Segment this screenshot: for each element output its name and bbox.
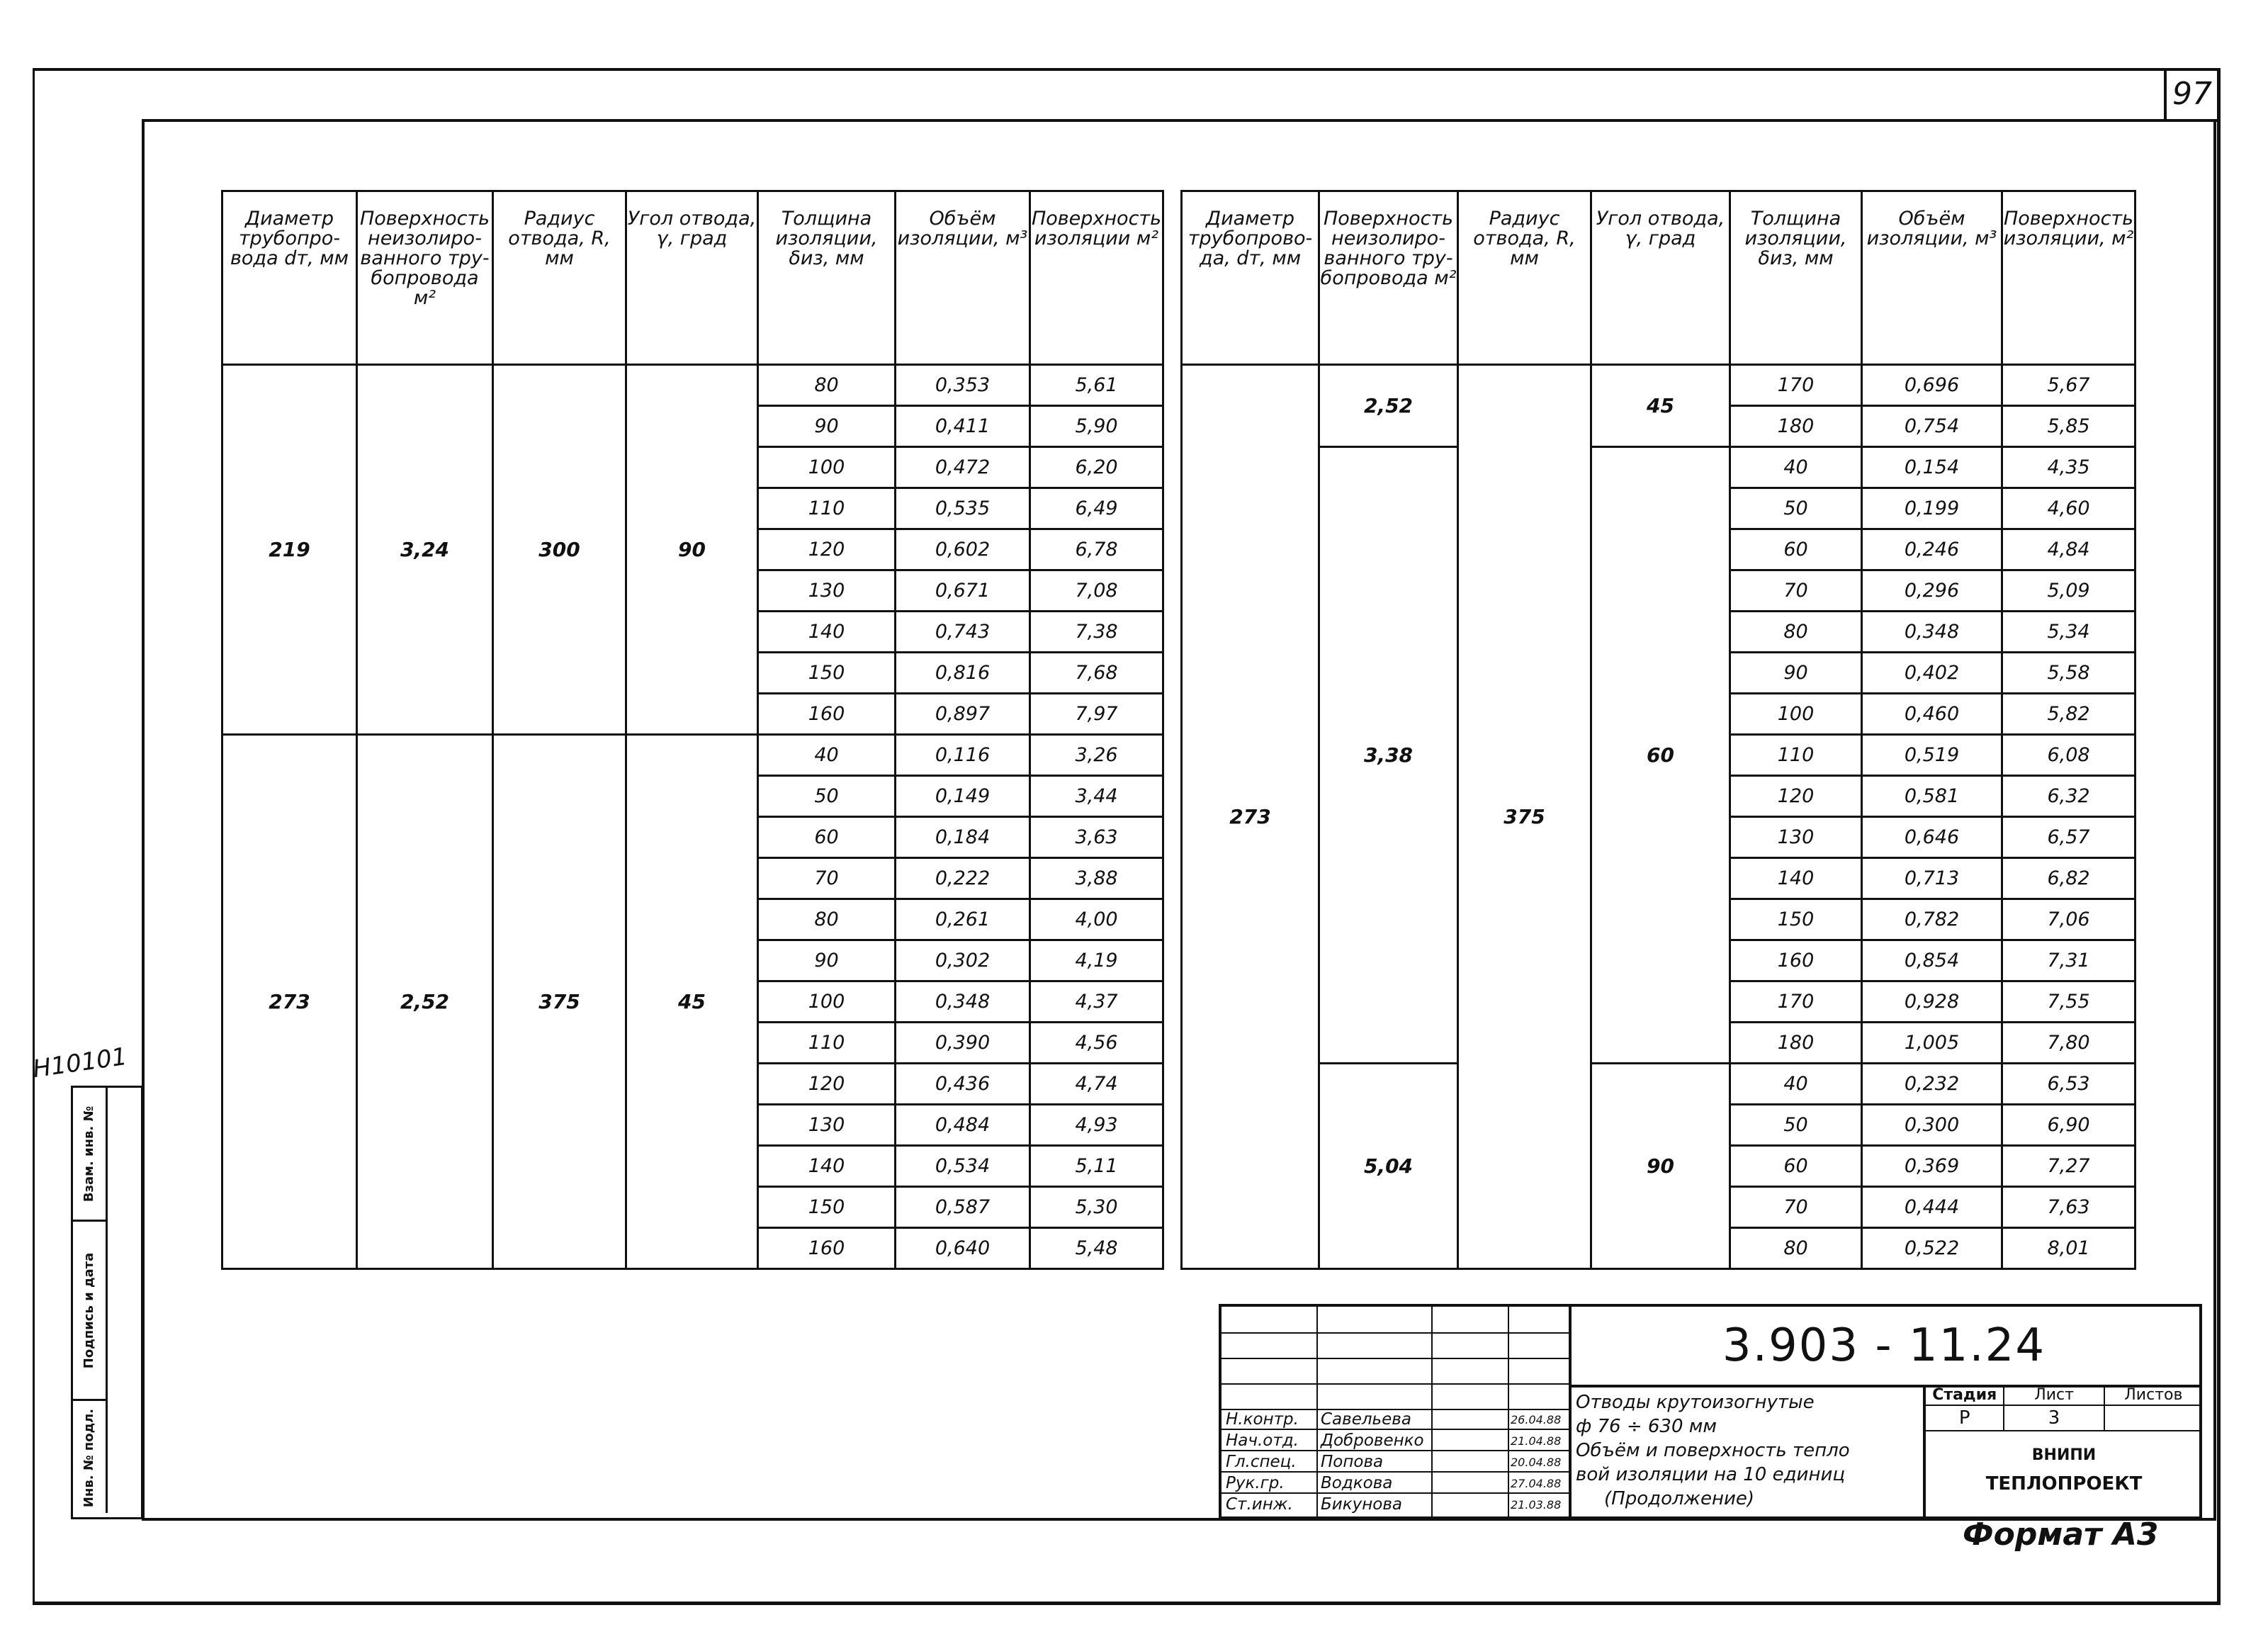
- cell-thickness: 60: [758, 817, 896, 858]
- cell-surface-insulated: 5,09: [2002, 570, 2136, 612]
- cell-thickness: 40: [1730, 1064, 1862, 1105]
- cell-thickness: 50: [1730, 488, 1862, 529]
- cell-surface-insulated: 3,88: [1030, 858, 1163, 899]
- stage-header: Стадия: [1926, 1385, 2004, 1405]
- signer-date: 27.04.88: [1511, 1477, 1562, 1490]
- cell-volume: 0,854: [1862, 940, 2002, 981]
- cell-thickness: 60: [1730, 1146, 1862, 1187]
- signer-name: Добровенко: [1321, 1431, 1424, 1450]
- cell-volume: 0,782: [1862, 899, 2002, 940]
- cell-surface-insulated: 4,19: [1030, 940, 1163, 981]
- signer-name: Бикунова: [1321, 1495, 1402, 1514]
- signer-date: 21.03.88: [1511, 1498, 1562, 1512]
- header-surface-insulated: Поверхность изоляции м²: [1030, 191, 1163, 365]
- cell-surface-insulated: 4,37: [1030, 981, 1163, 1023]
- title-line: Объём и поверхность тепло: [1576, 1440, 1850, 1461]
- right-table: [1180, 190, 2136, 1270]
- cell-thickness: 160: [1730, 940, 1862, 981]
- cell-surface-insulated: 6,53: [2002, 1064, 2136, 1105]
- signer-row: [1222, 1451, 1569, 1473]
- signer-row: [1222, 1473, 1569, 1494]
- cell-volume: 0,535: [896, 488, 1030, 529]
- cell-surface-insulated: 6,78: [1030, 529, 1163, 570]
- header-angle: Угол отвода, γ, град: [626, 191, 758, 365]
- cell-surface: 3,24: [357, 365, 493, 735]
- side-label-signature: Подпись и дата: [81, 1252, 97, 1368]
- signer-row: [1222, 1430, 1569, 1451]
- table-row: [1182, 365, 2136, 406]
- cell-surface-insulated: 4,56: [1030, 1023, 1163, 1064]
- cell-thickness: 70: [1730, 570, 1862, 612]
- cell-thickness: 170: [1730, 365, 1862, 406]
- cell-thickness: 80: [758, 899, 896, 940]
- cell-angle: 45: [1591, 365, 1730, 447]
- cell-volume: 0,246: [1862, 529, 2002, 570]
- cell-thickness: 110: [758, 488, 896, 529]
- org-line: ВНИПИ: [2031, 1446, 2097, 1464]
- cell-surface-insulated: 6,32: [2002, 776, 2136, 817]
- stage-value-row: [1926, 1406, 2202, 1431]
- cell-volume: 0,713: [1862, 858, 2002, 899]
- side-cell-inventory: [73, 1401, 106, 1515]
- cell-volume: 0,261: [896, 899, 1030, 940]
- cell-surface-insulated: 5,61: [1030, 365, 1163, 406]
- cell-volume: 0,302: [896, 940, 1030, 981]
- header-volume: Объём изоляции, м³: [1862, 191, 2002, 365]
- stage-value: Р: [1926, 1406, 2004, 1430]
- cell-volume: 0,300: [1862, 1105, 2002, 1146]
- side-strip: [71, 1086, 143, 1519]
- cell-volume: 0,522: [1862, 1228, 2002, 1269]
- cell-thickness: 120: [758, 1064, 896, 1105]
- cell-thickness: 100: [758, 447, 896, 488]
- cell-volume: 0,199: [1862, 488, 2002, 529]
- stage-header-row: [1926, 1385, 2202, 1406]
- cell-surface-insulated: 7,63: [2002, 1187, 2136, 1228]
- title-block: [1219, 1304, 2202, 1519]
- cell-surface-insulated: 4,35: [2002, 447, 2136, 488]
- side-cell-replaced: [73, 1088, 106, 1222]
- cell-surface-insulated: 7,27: [2002, 1146, 2136, 1187]
- cell-surface-insulated: 4,93: [1030, 1105, 1163, 1146]
- cell-radius: 300: [493, 365, 626, 735]
- cell-surface-insulated: 7,06: [2002, 899, 2136, 940]
- signers-grid: [1222, 1307, 1572, 1516]
- page-number: 97: [2164, 68, 2218, 122]
- cell-thickness: 50: [1730, 1105, 1862, 1146]
- cell-volume: 0,743: [896, 612, 1030, 653]
- cell-thickness: 80: [1730, 612, 1862, 653]
- cell-thickness: 180: [1730, 406, 1862, 447]
- cell-diameter: 273: [1182, 365, 1319, 1269]
- title-line: (Продолжение): [1604, 1488, 1755, 1509]
- signer-date: 20.04.88: [1511, 1456, 1562, 1469]
- cell-volume: 0,154: [1862, 447, 2002, 488]
- cell-surface: 5,04: [1319, 1064, 1458, 1269]
- cell-thickness: 40: [1730, 447, 1862, 488]
- signer-date: 26.04.88: [1511, 1413, 1562, 1426]
- cell-volume: 0,348: [896, 981, 1030, 1023]
- cell-volume: 0,348: [1862, 612, 2002, 653]
- cell-surface-insulated: 4,74: [1030, 1064, 1163, 1105]
- cell-surface-insulated: 5,30: [1030, 1187, 1163, 1228]
- title-line: ф 76 ÷ 630 мм: [1576, 1416, 1717, 1437]
- cell-thickness: 120: [1730, 776, 1862, 817]
- left-table: [221, 190, 1164, 1270]
- cell-volume: 0,928: [1862, 981, 2002, 1023]
- table-row: [1182, 447, 2136, 488]
- signer-role: Н.контр.: [1226, 1410, 1299, 1429]
- cell-volume: 0,116: [896, 735, 1030, 776]
- title-line: Отводы крутоизогнутые: [1576, 1392, 1815, 1413]
- cell-surface-insulated: 6,57: [2002, 817, 2136, 858]
- cell-volume: 0,519: [1862, 735, 2002, 776]
- cell-surface: 3,38: [1319, 447, 1458, 1064]
- cell-thickness: 140: [758, 612, 896, 653]
- cell-volume: 0,460: [1862, 694, 2002, 735]
- cell-surface-insulated: 5,67: [2002, 365, 2136, 406]
- cell-surface: 2,52: [357, 735, 493, 1269]
- cell-volume: 0,353: [896, 365, 1030, 406]
- signer-name: Савельева: [1321, 1410, 1411, 1429]
- signer-role: Нач.отд.: [1226, 1431, 1299, 1450]
- cell-surface-insulated: 7,68: [1030, 653, 1163, 694]
- cell-surface-insulated: 6,82: [2002, 858, 2136, 899]
- cell-volume: 0,390: [896, 1023, 1030, 1064]
- cell-surface-insulated: 5,82: [2002, 694, 2136, 735]
- cell-thickness: 80: [758, 365, 896, 406]
- cell-surface-insulated: 5,90: [1030, 406, 1163, 447]
- signer-role: Рук.гр.: [1226, 1474, 1285, 1492]
- cell-angle: 90: [1591, 1064, 1730, 1269]
- cell-surface-insulated: 6,90: [2002, 1105, 2136, 1146]
- sheets-value: [2105, 1406, 2202, 1430]
- cell-thickness: 170: [1730, 981, 1862, 1023]
- title-line: вой изоляции на 10 единиц: [1576, 1464, 1846, 1485]
- cell-surface-insulated: 4,60: [2002, 488, 2136, 529]
- cell-surface-insulated: 7,38: [1030, 612, 1163, 653]
- signer-row: [1222, 1494, 1569, 1515]
- cell-thickness: 90: [1730, 653, 1862, 694]
- cell-volume: 0,671: [896, 570, 1030, 612]
- cell-surface-insulated: 7,80: [2002, 1023, 2136, 1064]
- cell-surface-insulated: 3,26: [1030, 735, 1163, 776]
- cell-surface-insulated: 5,85: [2002, 406, 2136, 447]
- cell-thickness: 70: [1730, 1187, 1862, 1228]
- side-label-inventory: Инв. № подл.: [81, 1408, 97, 1508]
- cell-volume: 0,222: [896, 858, 1030, 899]
- cell-surface-insulated: 7,55: [2002, 981, 2136, 1023]
- cell-thickness: 150: [758, 653, 896, 694]
- cell-volume: 0,232: [1862, 1064, 2002, 1105]
- cell-volume: 0,184: [896, 817, 1030, 858]
- cell-surface-insulated: 7,97: [1030, 694, 1163, 735]
- cell-surface-insulated: 5,34: [2002, 612, 2136, 653]
- cell-surface-insulated: 6,08: [2002, 735, 2136, 776]
- cell-angle: 90: [626, 365, 758, 735]
- cell-thickness: 130: [758, 570, 896, 612]
- cell-thickness: 60: [1730, 529, 1862, 570]
- cell-volume: 1,005: [1862, 1023, 2002, 1064]
- cell-volume: 0,587: [896, 1187, 1030, 1228]
- cell-volume: 0,296: [1862, 570, 2002, 612]
- cell-volume: 0,369: [1862, 1146, 2002, 1187]
- cell-thickness: 130: [758, 1105, 896, 1146]
- cell-volume: 0,602: [896, 529, 1030, 570]
- cell-radius: 375: [1458, 365, 1591, 1269]
- cell-volume: 0,754: [1862, 406, 2002, 447]
- cell-volume: 0,444: [1862, 1187, 2002, 1228]
- cell-thickness: 110: [758, 1023, 896, 1064]
- cell-surface-insulated: 3,63: [1030, 817, 1163, 858]
- header-volume: Объём изоляции, м³: [896, 191, 1030, 365]
- cell-surface-insulated: 6,49: [1030, 488, 1163, 529]
- header-radius: Радиус отвода, R, мм: [493, 191, 626, 365]
- cell-radius: 375: [493, 735, 626, 1269]
- cell-angle: 60: [1591, 447, 1730, 1064]
- cell-diameter: 273: [222, 735, 357, 1269]
- format-label: Формат А3: [1963, 1516, 2159, 1553]
- table-row: [222, 735, 1163, 776]
- cell-volume: 0,646: [1862, 817, 2002, 858]
- organization: [1926, 1441, 2202, 1498]
- document-code: 3.903 - 11.24: [1569, 1307, 2199, 1388]
- cell-volume: 0,411: [896, 406, 1030, 447]
- cell-thickness: 110: [1730, 735, 1862, 776]
- cell-thickness: 50: [758, 776, 896, 817]
- cell-thickness: 180: [1730, 1023, 1862, 1064]
- archive-code: Н10101: [30, 1042, 129, 1084]
- cell-volume: 0,696: [1862, 365, 2002, 406]
- signer-role: Ст.инж.: [1226, 1495, 1293, 1514]
- signer-row: [1222, 1409, 1569, 1430]
- cell-thickness: 40: [758, 735, 896, 776]
- cell-surface-insulated: 5,11: [1030, 1146, 1163, 1187]
- header-angle: Угол отвода, γ, град: [1591, 191, 1730, 365]
- cell-angle: 45: [626, 735, 758, 1269]
- cell-thickness: 160: [758, 1228, 896, 1269]
- signer-name: Попова: [1321, 1453, 1384, 1471]
- header-radius: Радиус отвода, R, мм: [1458, 191, 1591, 365]
- cell-surface: 2,52: [1319, 365, 1458, 447]
- cell-thickness: 150: [1730, 899, 1862, 940]
- cell-thickness: 140: [758, 1146, 896, 1187]
- header-diameter: Диаметр трубопрово-да, dт, мм: [1182, 191, 1319, 365]
- cell-volume: 0,149: [896, 776, 1030, 817]
- cell-thickness: 130: [1730, 817, 1862, 858]
- cell-volume: 0,436: [896, 1064, 1030, 1105]
- cell-volume: 0,472: [896, 447, 1030, 488]
- header-diameter: Диаметр трубопро-вода dт, мм: [222, 191, 357, 365]
- cell-surface-insulated: 5,58: [2002, 653, 2136, 694]
- cell-surface-insulated: 7,31: [2002, 940, 2136, 981]
- table-row: [222, 365, 1163, 406]
- cell-thickness: 150: [758, 1187, 896, 1228]
- cell-thickness: 70: [758, 858, 896, 899]
- cell-surface-insulated: 5,48: [1030, 1228, 1163, 1269]
- cell-surface-insulated: 4,00: [1030, 899, 1163, 940]
- cell-thickness: 160: [758, 694, 896, 735]
- cell-surface-insulated: 6,20: [1030, 447, 1163, 488]
- cell-thickness: 90: [758, 406, 896, 447]
- header-surface-insulated: Поверхность изоляции, м²: [2002, 191, 2136, 365]
- cell-surface-insulated: 8,01: [2002, 1228, 2136, 1269]
- cell-thickness: 140: [1730, 858, 1862, 899]
- cell-volume: 0,534: [896, 1146, 1030, 1187]
- cell-thickness: 90: [758, 940, 896, 981]
- cell-volume: 0,402: [1862, 653, 2002, 694]
- cell-diameter: 219: [222, 365, 357, 735]
- sheet-header: Лист: [2004, 1385, 2104, 1405]
- sheet-value: 3: [2004, 1406, 2104, 1430]
- drawing-title: [1576, 1390, 1909, 1511]
- header-surface-bare: Поверхность неизолиро-ванного тру-бопровода м²: [1319, 191, 1458, 365]
- header-thickness: Толщина изоляции, δиз, мм: [1730, 191, 1862, 365]
- signer-name: Водкова: [1321, 1474, 1393, 1492]
- signer-date: 21.04.88: [1511, 1434, 1562, 1448]
- org-line: ТЕПЛОПРОЕКТ: [1985, 1473, 2143, 1495]
- signer-role: Гл.спец.: [1226, 1453, 1297, 1471]
- cell-volume: 0,581: [1862, 776, 2002, 817]
- cell-surface-insulated: 4,84: [2002, 529, 2136, 570]
- cell-volume: 0,640: [896, 1228, 1030, 1269]
- cell-volume: 0,484: [896, 1105, 1030, 1146]
- cell-surface-insulated: 3,44: [1030, 776, 1163, 817]
- stage-block: [1923, 1385, 2202, 1516]
- sheets-header: Листов: [2124, 1385, 2183, 1404]
- cell-volume: 0,897: [896, 694, 1030, 735]
- header-thickness: Толщина изоляции, δиз, мм: [758, 191, 896, 365]
- cell-thickness: 120: [758, 529, 896, 570]
- cell-thickness: 100: [758, 981, 896, 1023]
- cell-thickness: 100: [1730, 694, 1862, 735]
- cell-thickness: 80: [1730, 1228, 1862, 1269]
- cell-surface-insulated: 7,08: [1030, 570, 1163, 612]
- side-label-replaced: Взам. инв. №: [81, 1105, 97, 1202]
- header-surface-bare: Поверхность неизолиро-ванного тру-бопровода м²: [357, 191, 493, 365]
- cell-volume: 0,816: [896, 653, 1030, 694]
- side-cell-signature: [73, 1222, 106, 1401]
- table-row: [1182, 1064, 2136, 1105]
